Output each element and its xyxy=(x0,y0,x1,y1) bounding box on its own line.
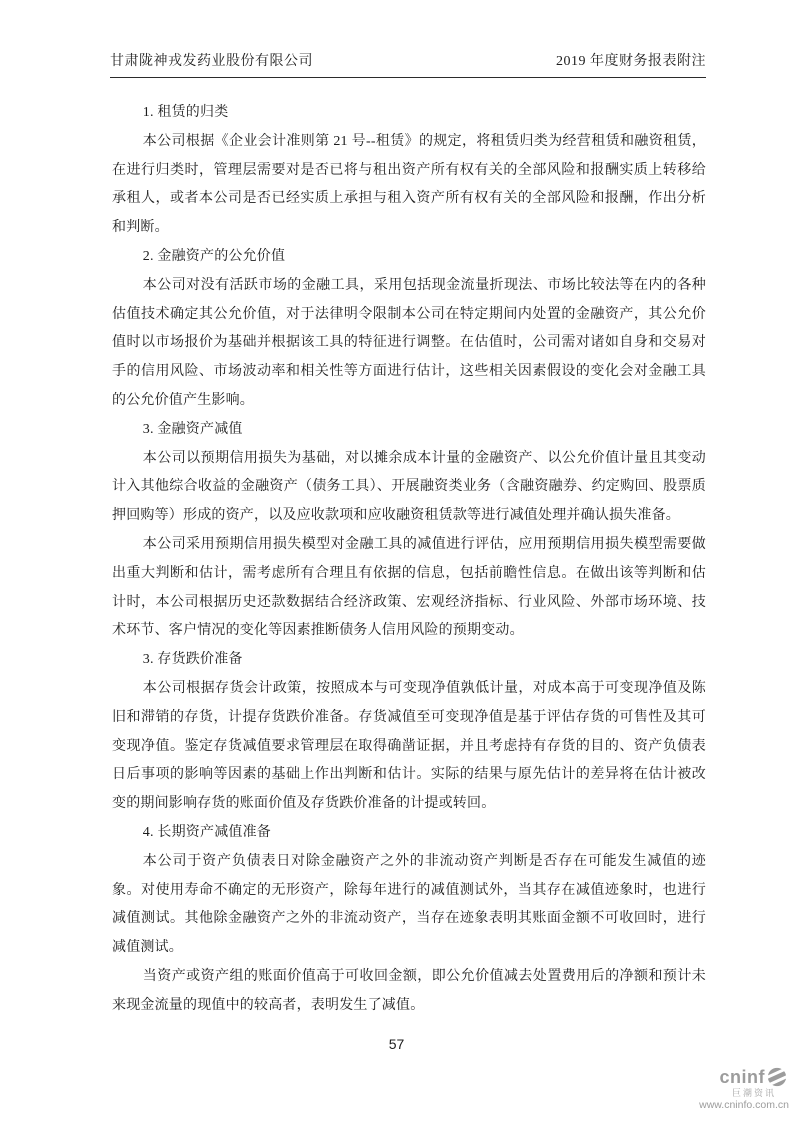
cninfo-chinese-name: 巨潮资讯 xyxy=(731,1088,776,1098)
paragraph: 当资产或资产组的账面价值高于可收回金额，即公允价值减去处置费用后的净额和预计未来现金流量的现值中的较高者，表明发生了减值。 xyxy=(112,968,706,1013)
cninfo-logo-row xyxy=(720,1066,789,1088)
section-heading: 1. 租赁的归类 xyxy=(142,105,229,120)
cninfo-logo xyxy=(630,1066,790,1111)
page-number: 57 xyxy=(388,1036,405,1052)
section-heading: 3. 金融资产减值 xyxy=(142,421,243,437)
paragraph: 本公司根据《企业会计准则第 21 号--租赁》的规定，将租赁归类为经营租赁和融资租赁，在进行归类时，管理层需要对是否已将与租出资产所有权有关的全部风险和报酬实质上转移给承租人，或者本公司是否已经实质上承担与租入资产所有权有关的全部风险和报酬，作出分析和判断。 xyxy=(112,133,706,236)
cninfo-url: www.cninfo.com.cn xyxy=(699,1099,789,1112)
page-header xyxy=(110,50,706,78)
section-heading: 4. 长期资产减值准备 xyxy=(142,824,271,840)
section-heading: 2. 金融资产的公允价值 xyxy=(142,248,286,264)
paragraph: 本公司采用预期信用损失模型对金融工具的减值进行评估，应用预期信用损失模型需要做出重大判断和估计，需考虑所有合理且有依据的信息，包括前瞻性信息。在做出该等判断和估计时，本公司根据历史还款数据结合经济政策、宏观经济指标、行业风险、外部市场环境、技术环节、客户情况的变化等因素推断债务人信用风险的预期变动。 xyxy=(112,536,706,639)
cninfo-swirl-icon xyxy=(766,1066,788,1088)
document-body xyxy=(112,99,706,1021)
paragraph: 本公司对没有活跃市场的金融工具，采用包括现金流量折现法、市场比较法等在内的各种估值技术确定其公允价值，对于法律明令限制本公司在特定期间内处置的金融资产，其公允价值时以市场报价为基础并根据该工具的特征进行调整。在估值时，公司需对诸如自身和交易对手的信用风险、市场波动率和相关性等方面进行估计，这些相关因素假设的变化会对金融工具的公允价值产生影响。 xyxy=(112,277,706,408)
paragraph: 本公司以预期信用损失为基础，对以摊余成本计量的金融资产、以公允价值计量且其变动计入其他综合收益的金融资产（债务工具）、开展融资类业务（含融资融券、约定购回、股票质押回购等）形成的资产，以及应收款项和应收融资租赁款等进行减值处理并确认损失准备。 xyxy=(112,450,706,524)
paragraph: 本公司于资产负债表日对除金融资产之外的非流动资产判断是否存在可能发生减值的迹象。对使用寿命不确定的无形资产，除每年进行的减值测试外，当其存在减值迹象时，也进行减值测试。其他除金融资产之外的非流动资产，当存在迹象表明其账面金额不可收回时，进行减值测试。 xyxy=(112,853,706,956)
cninfo-brand-text: cninf xyxy=(719,1066,765,1087)
header-company-name: 甘肃陇神戎发药业股份有限公司 xyxy=(110,54,313,69)
header-report-title: 2019 年度财务报表附注 xyxy=(556,54,706,69)
paragraph: 本公司根据存货会计政策，按照成本与可变现净值孰低计量，对成本高于可变现净值及陈旧和滞销的存货，计提存货跌价准备。存货减值至可变现净值是基于评估存货的可售性及其可变现净值。鉴定存货减值要求管理层在取得确凿证据，并且考虑持有存货的目的、资产负债表日后事项的影响等因素的基础上作出判断和估计。实际的结果与原先估计的差异将在估计被改变的期间影响存货的账面价值及存货跌价准备的计提或转回。 xyxy=(112,680,706,812)
section-heading: 3. 存货跌价准备 xyxy=(142,652,243,668)
